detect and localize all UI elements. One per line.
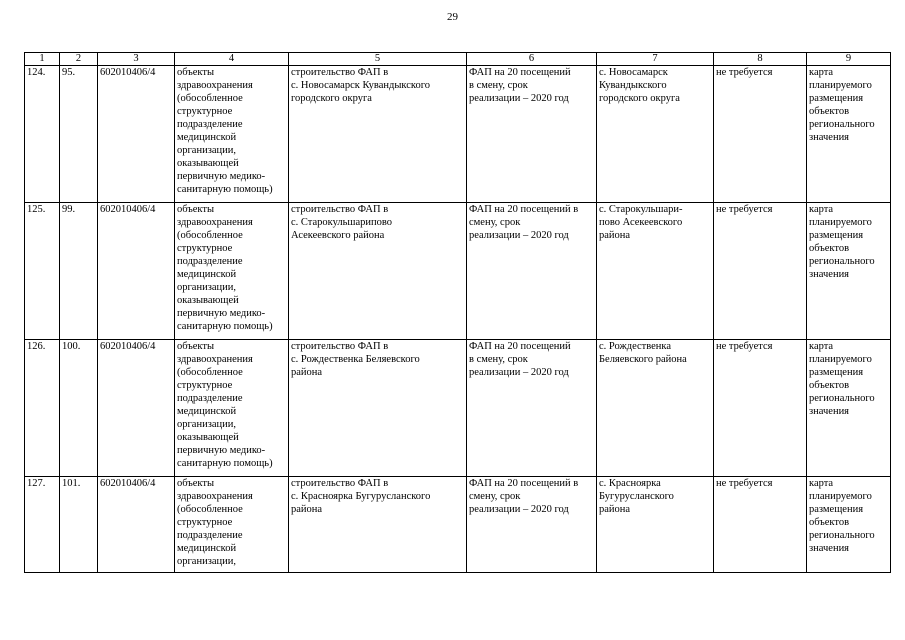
row-number-cell bbox=[25, 340, 60, 477]
code-cell bbox=[98, 477, 175, 573]
cell-text: 100. bbox=[62, 341, 81, 352]
object-type-cell bbox=[175, 203, 289, 340]
zone-cell bbox=[714, 66, 807, 203]
characteristics-cell bbox=[467, 66, 597, 203]
column-header: 2 bbox=[60, 53, 98, 66]
column-header: 6 bbox=[467, 53, 597, 66]
cell-text: объекты здравоохранения (обособленное структурное подразделение медицинской организации, оказывающей первичную медико- санитарную помощь) bbox=[177, 67, 273, 195]
cell-text: строительство ФАП в с. Новосамарск Кувандыкского городского округа bbox=[291, 67, 431, 104]
cell-text: с. Красноярка Бугурусланского района bbox=[599, 478, 674, 515]
cell-text: не требуется bbox=[716, 67, 773, 78]
object-name-cell bbox=[289, 477, 467, 573]
map-cell bbox=[807, 66, 891, 203]
table-row bbox=[25, 477, 891, 573]
cell-text: строительство ФАП в с. Рождественка Беляевского района bbox=[291, 341, 420, 378]
column-header: 5 bbox=[289, 53, 467, 66]
cell-text: ФАП на 20 посещений в смену, срок реализации – 2020 год bbox=[469, 67, 571, 104]
location-cell bbox=[597, 477, 714, 573]
row-number-cell bbox=[25, 477, 60, 573]
cell-text: строительство ФАП в с. Старокульшарипово Асекеевского района bbox=[291, 204, 393, 241]
cell-text: 602010406/4 bbox=[100, 67, 156, 78]
cell-text: 125. bbox=[27, 204, 46, 215]
characteristics-cell bbox=[467, 477, 597, 573]
cell-text: карта планируемого размещения объектов регионального значения bbox=[809, 204, 875, 280]
cell-text: 602010406/4 bbox=[100, 204, 156, 215]
column-header: 1 bbox=[25, 53, 60, 66]
cell-text: объекты здравоохранения (обособленное структурное подразделение медицинской организации, оказывающей первичную медико- санитарную помощь) bbox=[177, 341, 273, 469]
object-name-cell bbox=[289, 66, 467, 203]
column-header: 7 bbox=[597, 53, 714, 66]
object-name-cell bbox=[289, 340, 467, 477]
object-type-cell bbox=[175, 340, 289, 477]
row-number-cell bbox=[25, 203, 60, 340]
item-number-cell bbox=[60, 340, 98, 477]
cell-text: не требуется bbox=[716, 341, 773, 352]
map-cell bbox=[807, 340, 891, 477]
characteristics-cell bbox=[467, 203, 597, 340]
row-number-cell bbox=[25, 66, 60, 203]
cell-text: 101. bbox=[62, 478, 81, 489]
cell-text: карта планируемого размещения объектов регионального значения bbox=[809, 341, 875, 417]
cell-text: 95. bbox=[62, 67, 76, 78]
cell-text: объекты здравоохранения (обособленное структурное подразделение медицинской организации, bbox=[177, 478, 253, 567]
characteristics-cell bbox=[467, 340, 597, 477]
table-row bbox=[25, 340, 891, 477]
cell-text: с. Старокульшари- пово Асекеевского района bbox=[599, 204, 683, 241]
object-name-cell bbox=[289, 203, 467, 340]
zone-cell bbox=[714, 203, 807, 340]
column-header: 9 bbox=[807, 53, 891, 66]
code-cell bbox=[98, 66, 175, 203]
cell-text: 127. bbox=[27, 478, 46, 489]
cell-text: ФАП на 20 посещений в смену, срок реализации – 2020 год bbox=[469, 478, 579, 515]
map-cell bbox=[807, 203, 891, 340]
planning-table bbox=[24, 52, 891, 573]
cell-text: с. Новосамарск Кувандыкского городского округа bbox=[599, 67, 680, 104]
item-number-cell bbox=[60, 66, 98, 203]
cell-text: 602010406/4 bbox=[100, 478, 156, 489]
cell-text: ФАП на 20 посещений в смену, срок реализации – 2020 год bbox=[469, 341, 571, 378]
cell-text: карта планируемого размещения объектов регионального значения bbox=[809, 67, 875, 143]
item-number-cell bbox=[60, 203, 98, 340]
table-row bbox=[25, 203, 891, 340]
object-type-cell bbox=[175, 66, 289, 203]
header-row bbox=[25, 53, 891, 66]
location-cell bbox=[597, 203, 714, 340]
cell-text: 124. bbox=[27, 67, 46, 78]
column-header: 4 bbox=[175, 53, 289, 66]
code-cell bbox=[98, 203, 175, 340]
cell-text: 99. bbox=[62, 204, 76, 215]
cell-text: с. Рождественка Беляевского района bbox=[599, 341, 687, 365]
cell-text: карта планируемого размещения объектов регионального значения bbox=[809, 478, 875, 554]
map-cell bbox=[807, 477, 891, 573]
item-number-cell bbox=[60, 477, 98, 573]
cell-text: объекты здравоохранения (обособленное структурное подразделение медицинской организации, оказывающей первичную медико- санитарную помощь) bbox=[177, 204, 273, 332]
cell-text: ФАП на 20 посещений в смену, срок реализации – 2020 год bbox=[469, 204, 579, 241]
location-cell bbox=[597, 340, 714, 477]
object-type-cell bbox=[175, 477, 289, 573]
cell-text: 126. bbox=[27, 341, 46, 352]
cell-text: не требуется bbox=[716, 478, 773, 489]
cell-text: не требуется bbox=[716, 204, 773, 215]
code-cell bbox=[98, 340, 175, 477]
zone-cell bbox=[714, 477, 807, 573]
cell-text: строительство ФАП в с. Красноярка Бугурусланского района bbox=[291, 478, 431, 515]
cell-text: 602010406/4 bbox=[100, 341, 156, 352]
zone-cell bbox=[714, 340, 807, 477]
column-header: 8 bbox=[714, 53, 807, 66]
table-row bbox=[25, 66, 891, 203]
page-number: 29 bbox=[447, 11, 458, 23]
column-header: 3 bbox=[98, 53, 175, 66]
location-cell bbox=[597, 66, 714, 203]
